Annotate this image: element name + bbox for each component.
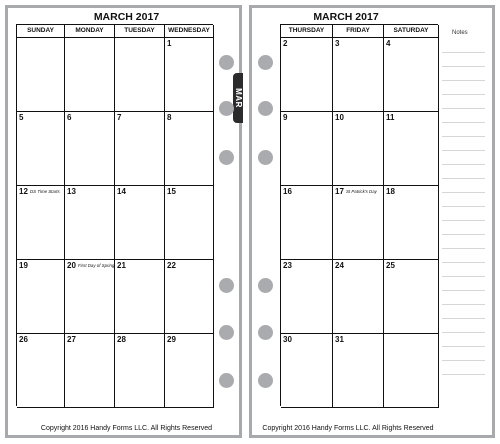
day-number: 2 [283, 39, 288, 48]
day-cell[interactable] [65, 112, 115, 186]
day-number: 23 [283, 261, 292, 270]
day-header-thursday: THURSDAY [281, 25, 333, 38]
day-number: 27 [67, 335, 76, 344]
note-line [442, 66, 485, 67]
day-header-wednesday: WEDNESDAY [165, 25, 214, 38]
day-cell[interactable] [17, 260, 65, 334]
day-header-sunday: SUNDAY [17, 25, 65, 38]
day-cell[interactable] [115, 186, 165, 260]
day-cell[interactable] [115, 38, 165, 112]
binder-hole [258, 325, 273, 340]
left-page [5, 5, 242, 438]
binder-hole [219, 373, 234, 388]
note-line [442, 234, 485, 235]
left-calendar-grid [16, 24, 213, 406]
day-number: 17 [335, 187, 344, 196]
day-cell[interactable] [17, 112, 65, 186]
day-cell[interactable] [165, 38, 214, 112]
day-number: 16 [283, 187, 292, 196]
notes-label: Notes [452, 30, 468, 36]
day-header-tuesday: TUESDAY [115, 25, 165, 38]
day-number: 28 [117, 335, 126, 344]
binder-hole [258, 278, 273, 293]
day-cell[interactable] [165, 186, 214, 260]
day-cell[interactable] [333, 260, 384, 334]
binder-hole [219, 55, 234, 70]
right-page [249, 5, 495, 438]
day-number: 25 [386, 261, 395, 270]
day-cell[interactable] [333, 112, 384, 186]
day-cell[interactable] [281, 260, 333, 334]
day-number: 19 [19, 261, 28, 270]
day-cell[interactable] [115, 260, 165, 334]
day-cell[interactable] [165, 334, 214, 408]
note-line [442, 360, 485, 361]
left-copyright: Copyright 2016 Handy Forms LLC. All Rights Reserved [40, 425, 213, 432]
right-page-title: MARCH 2017 [313, 11, 379, 23]
day-number: 13 [67, 187, 76, 196]
note-line [442, 80, 485, 81]
day-number: 20 [67, 261, 76, 270]
day-cell[interactable] [65, 38, 115, 112]
day-cell[interactable] [65, 186, 115, 260]
note-line [442, 290, 485, 291]
day-cell[interactable] [384, 186, 439, 260]
day-cell[interactable] [165, 260, 214, 334]
day-number: 5 [19, 113, 24, 122]
day-cell[interactable] [384, 260, 439, 334]
binder-hole [219, 101, 234, 116]
note-line [442, 332, 485, 333]
binder-hole [219, 325, 234, 340]
day-number: 31 [335, 335, 344, 344]
month-tab[interactable] [233, 73, 243, 123]
day-cell[interactable] [281, 38, 333, 112]
day-header-monday: MONDAY [65, 25, 115, 38]
day-number: 8 [167, 113, 172, 122]
day-number: 12 [19, 187, 28, 196]
day-cell[interactable] [384, 334, 439, 408]
day-header-friday: FRIDAY [333, 25, 384, 38]
day-header-saturday: SATURDAY [384, 25, 439, 38]
right-calendar-grid [280, 24, 438, 406]
note-line [442, 248, 485, 249]
day-cell[interactable] [384, 38, 439, 112]
note-line [442, 276, 485, 277]
day-number: 26 [19, 335, 28, 344]
day-cell[interactable] [17, 186, 65, 260]
day-number: 24 [335, 261, 344, 270]
note-line [442, 94, 485, 95]
note-line [442, 136, 485, 137]
day-number: 18 [386, 187, 395, 196]
event-note: First Day of Spring [78, 263, 115, 268]
day-cell[interactable] [333, 38, 384, 112]
note-line [442, 262, 485, 263]
note-line [442, 164, 485, 165]
event-note: St Patrick's Day [346, 189, 377, 194]
note-line [442, 52, 485, 53]
note-line [442, 220, 485, 221]
day-cell[interactable] [333, 334, 384, 408]
day-cell[interactable] [165, 112, 214, 186]
day-cell[interactable] [115, 334, 165, 408]
note-line [442, 374, 485, 375]
binder-hole [258, 101, 273, 116]
day-cell[interactable] [281, 186, 333, 260]
day-number: 15 [167, 187, 176, 196]
day-number: 14 [117, 187, 126, 196]
day-cell[interactable] [65, 334, 115, 408]
day-number: 4 [386, 39, 391, 48]
day-cell[interactable] [115, 112, 165, 186]
note-line [442, 192, 485, 193]
note-line [442, 108, 485, 109]
binder-hole [258, 55, 273, 70]
day-number: 3 [335, 39, 340, 48]
left-page-title: MARCH 2017 [93, 11, 160, 23]
day-number: 1 [167, 39, 172, 48]
binder-hole [219, 278, 234, 293]
day-number: 29 [167, 335, 176, 344]
day-number: 9 [283, 113, 288, 122]
note-line [442, 304, 485, 305]
day-number: 11 [386, 113, 395, 122]
month-tab-label: MAR [234, 88, 243, 108]
day-cell[interactable] [17, 334, 65, 408]
binder-hole [219, 150, 234, 165]
day-cell[interactable] [384, 112, 439, 186]
day-number: 22 [167, 261, 176, 270]
right-copyright: Copyright 2016 Handy Forms LLC. All Rights Reserved [262, 425, 434, 432]
binder-hole [258, 150, 273, 165]
note-line [442, 318, 485, 319]
day-number: 21 [117, 261, 126, 270]
binder-hole [258, 373, 273, 388]
note-line [442, 122, 485, 123]
day-number: 7 [117, 113, 122, 122]
note-line [442, 150, 485, 151]
day-number: 6 [67, 113, 72, 122]
day-number: 30 [283, 335, 292, 344]
day-cell[interactable] [65, 260, 115, 334]
note-line [442, 346, 485, 347]
day-cell[interactable] [333, 186, 384, 260]
note-line [442, 206, 485, 207]
day-cell[interactable] [17, 38, 65, 112]
note-line [442, 178, 485, 179]
event-note: DS Time Starts [30, 189, 60, 194]
day-cell[interactable] [281, 334, 333, 408]
day-number: 10 [335, 113, 344, 122]
day-cell[interactable] [281, 112, 333, 186]
